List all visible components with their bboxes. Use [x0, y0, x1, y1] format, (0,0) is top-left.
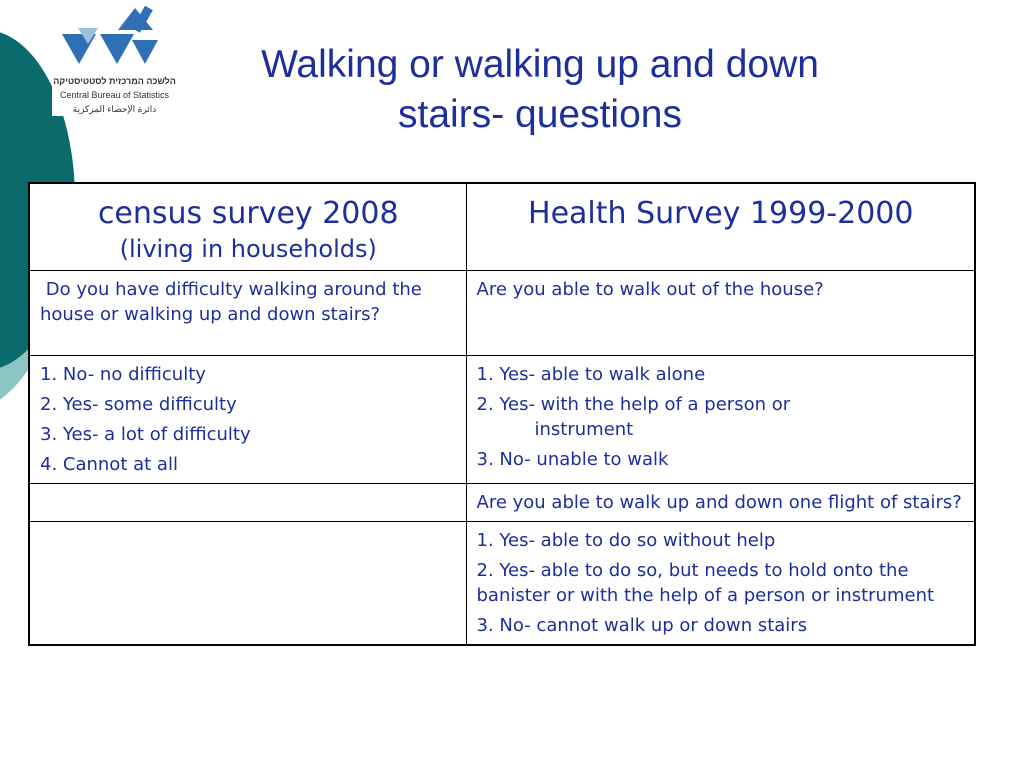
- health-question-stairs: Are you able to walk up and down one flight of stairs?: [466, 484, 975, 522]
- table-row: [29, 271, 975, 356]
- census-question-walking: Do you have difficulty walking around the house or walking up and down stairs?: [29, 271, 466, 356]
- census-empty-cell: [29, 522, 466, 646]
- survey-comparison-table: [28, 182, 976, 646]
- cbs-logo: [52, 6, 177, 116]
- health-walk-answers: [466, 356, 975, 484]
- header-census-title: census survey 2008: [97, 196, 399, 231]
- logo-arabic-text: دائرة الإحصاء المركزية: [72, 104, 157, 114]
- census-answers: [29, 356, 466, 484]
- cbs-logo-icon: [58, 6, 170, 74]
- table-row: [29, 522, 975, 646]
- health-walk-answer-2: 2. Yes- with the help of a person or: [476, 394, 791, 415]
- health-stairs-answer-1: 1. Yes- able to do so without help: [476, 530, 776, 551]
- census-answer-4: 4. Cannot at all: [40, 454, 178, 475]
- slide-title: [190, 40, 890, 140]
- header-health-survey: [466, 183, 975, 271]
- table-row: [29, 356, 975, 484]
- health-walk-answer-2-continued: instrument: [534, 419, 634, 440]
- census-empty-cell: [29, 484, 466, 522]
- health-walk-answer-1: 1. Yes- able to walk alone: [476, 364, 706, 385]
- health-walk-answer-3: 3. No- unable to walk: [476, 449, 669, 470]
- logo-hebrew-text: הלשכה המרכזית לסטטיסטיקה: [53, 76, 176, 86]
- health-question-walk-out: Are you able to walk out of the house?: [466, 271, 975, 356]
- health-stairs-answers: [466, 522, 975, 646]
- header-census-subtitle: (living in households): [119, 235, 377, 263]
- header-census-survey: [29, 183, 466, 271]
- census-answer-2: 2. Yes- some difficulty: [40, 394, 237, 415]
- logo-english-text: Central Bureau of Statistics: [59, 90, 170, 100]
- slide-title-line-2: stairs- questions: [398, 93, 682, 136]
- table-header-row: [29, 183, 975, 271]
- census-answer-1: 1. No- no difficulty: [40, 364, 206, 385]
- health-stairs-answer-3: 3. No- cannot walk up or down stairs: [476, 615, 808, 636]
- health-stairs-answer-2: 2. Yes- able to do so, but needs to hold onto the banister or with the help of a person or instrument: [476, 560, 935, 606]
- table-row: [29, 484, 975, 522]
- slide-title-line-1: Walking or walking up and down: [261, 43, 819, 86]
- header-health-title: Health Survey 1999-2000: [528, 196, 914, 231]
- census-answer-3: 3. Yes- a lot of difficulty: [40, 424, 251, 445]
